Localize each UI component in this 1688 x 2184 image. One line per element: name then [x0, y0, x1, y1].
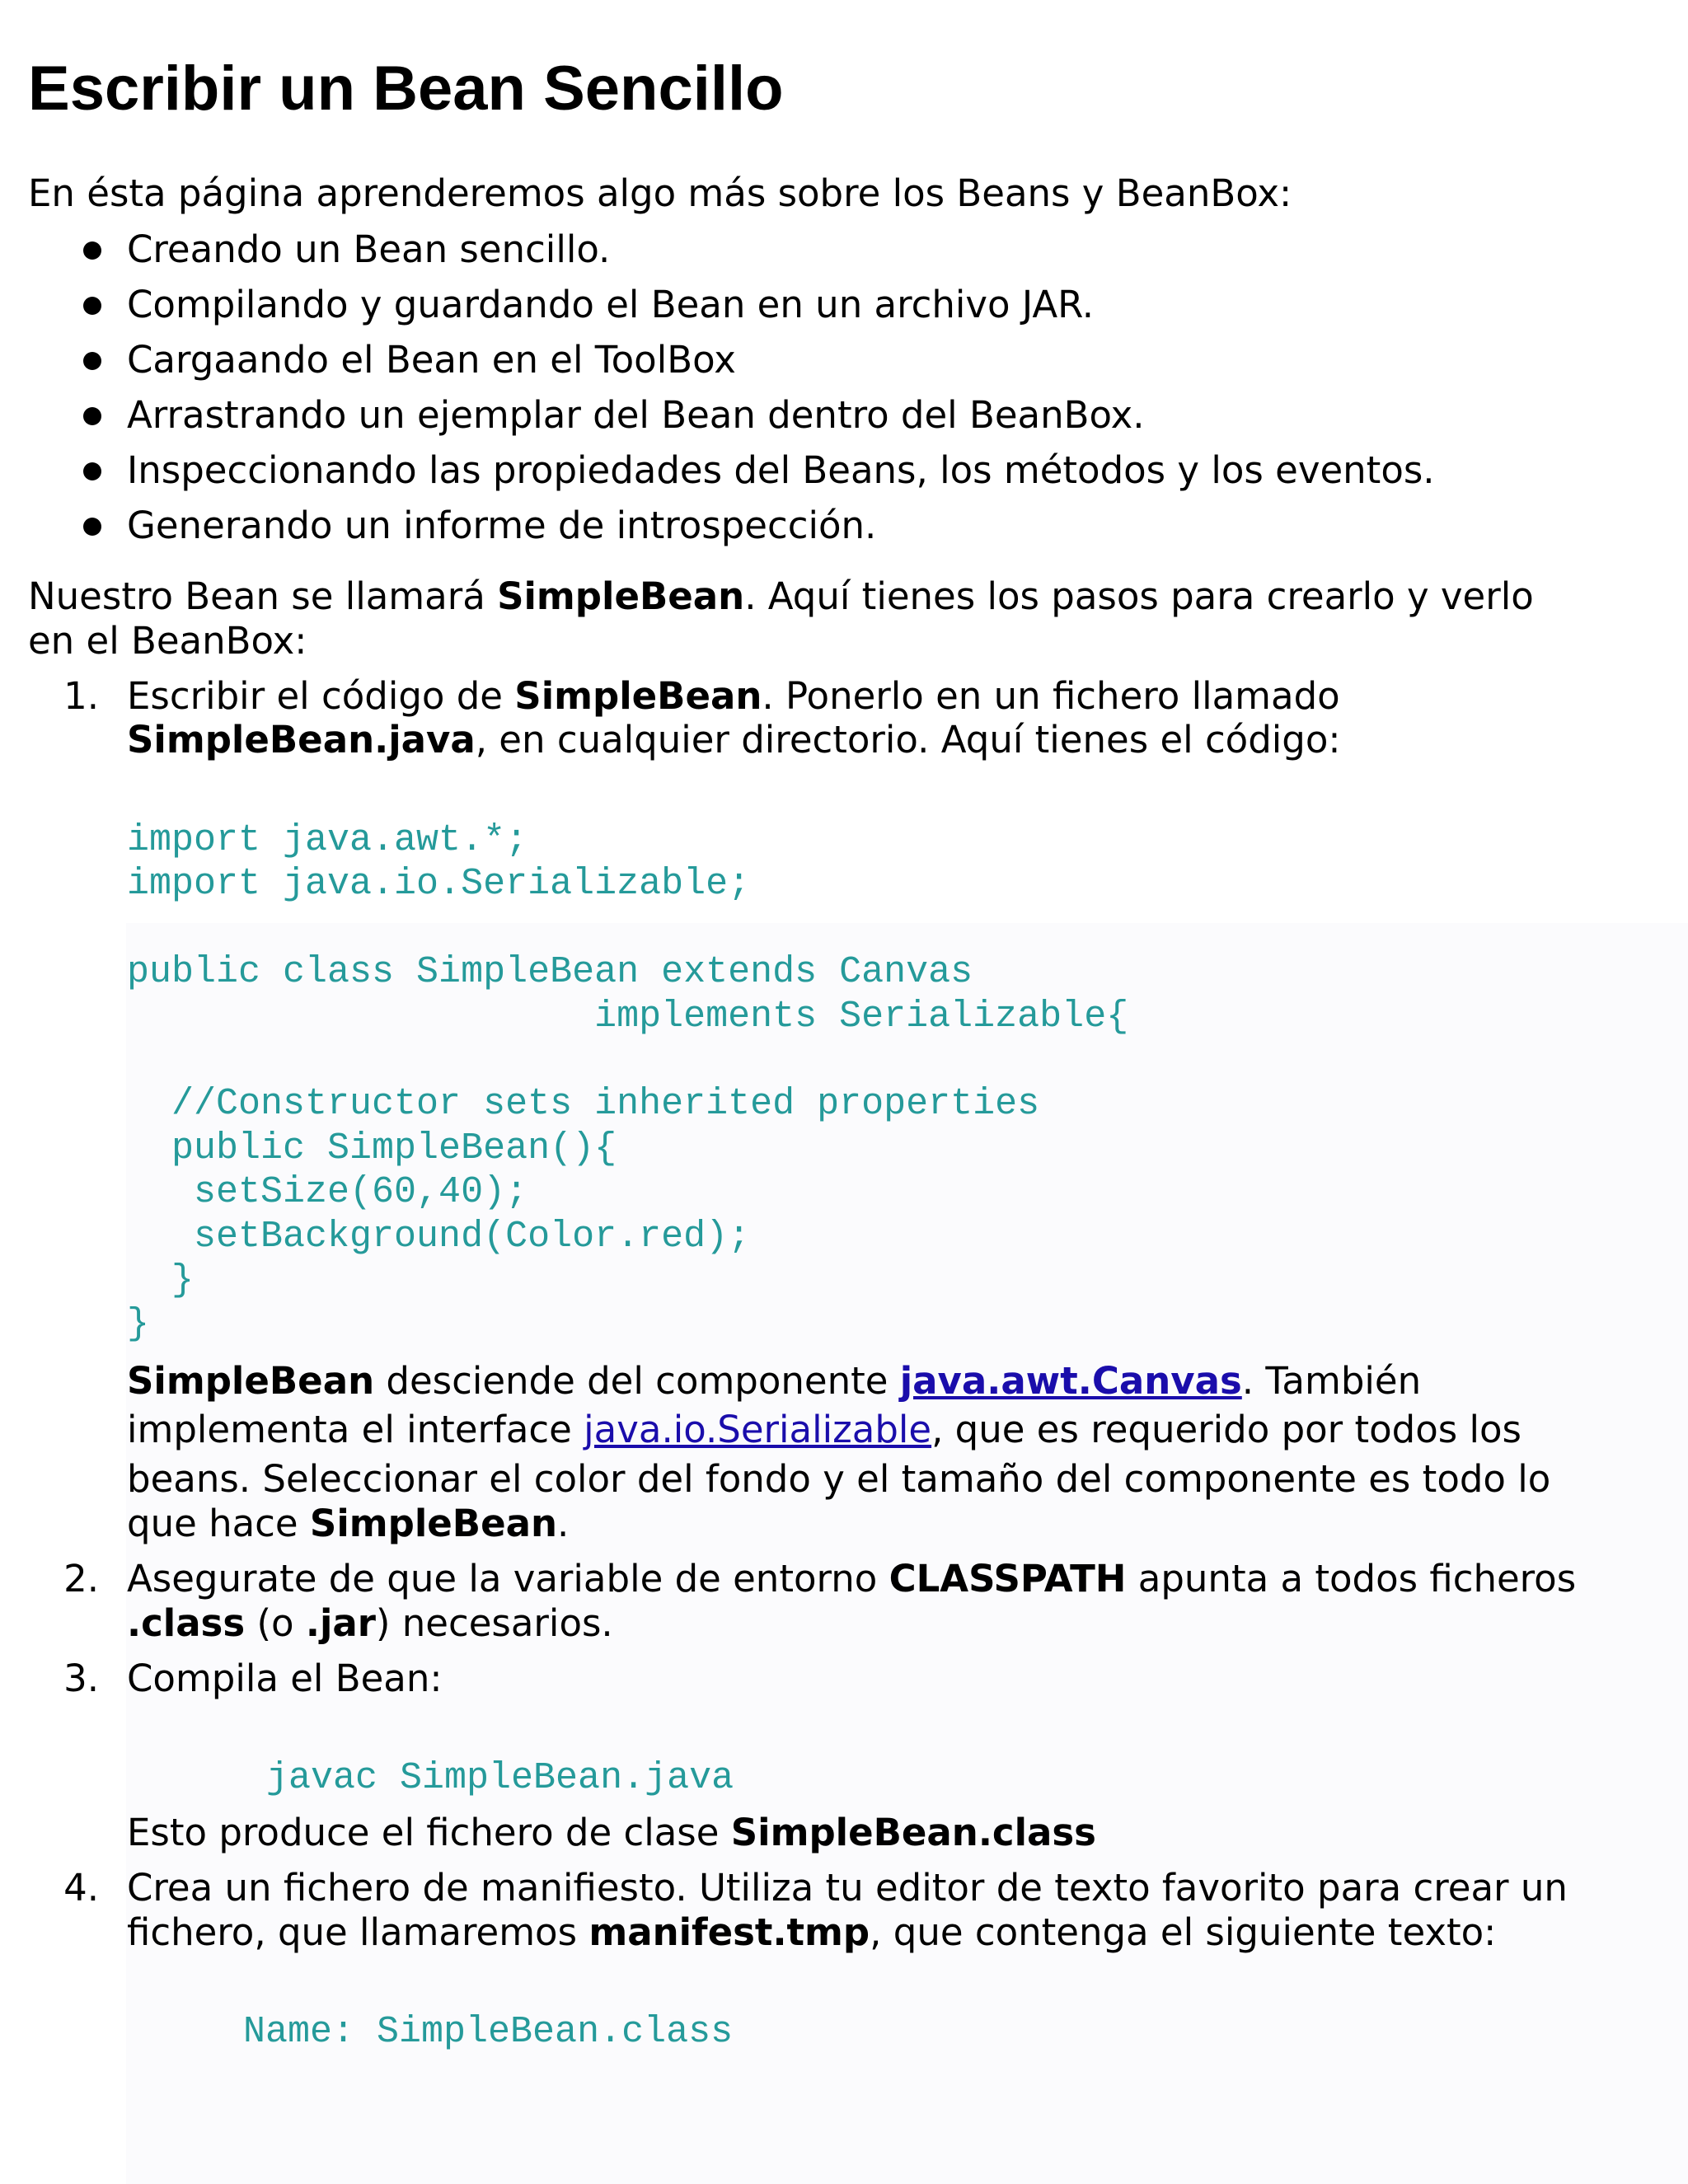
step-2-line-1 — [127, 1557, 1576, 1601]
topic-item: Creando un Bean sencillo. — [127, 227, 611, 271]
bean-intro-pre: Nuestro Bean se llamará — [28, 574, 498, 618]
bean-intro-post: . Aquí tienes los pasos para crearlo y verlo — [744, 574, 1534, 618]
step-1-desc-line-2 — [127, 1408, 1522, 1452]
step-2-text: Asegurate de que la variable de entorno — [127, 1557, 889, 1601]
bullet-icon — [83, 297, 101, 315]
step-1-desc-line-3: beans. Seleccionar el color del fondo y el tamaño del componente es todo lo — [127, 1457, 1551, 1501]
step-3-classfile: SimpleBean.class — [730, 1811, 1096, 1854]
step-1-line-1 — [127, 674, 1340, 719]
bean-intro-line-2: en el BeanBox: — [28, 619, 307, 663]
step-2-text-mid: (o — [245, 1601, 306, 1645]
step-3-text: Esto produce el fichero de clase — [127, 1811, 731, 1854]
link-java-io-serializable[interactable]: java.io.Serializable — [584, 1408, 932, 1451]
bullet-icon — [83, 518, 101, 536]
step-number: 2. — [63, 1557, 99, 1601]
desc-bold: SimpleBean — [127, 1359, 375, 1403]
step-2-text-post: apunta a todos ficheros — [1126, 1557, 1577, 1601]
step-3-line-1: Compila el Bean: — [127, 1657, 443, 1700]
step-1-desc-line-1 — [127, 1359, 1421, 1404]
desc-text: implementa el interface — [127, 1408, 584, 1451]
step-1-text-2: , en cualquier directorio. Aquí tienes el código: — [475, 718, 1341, 762]
step-4-text: fichero, que llamaremos — [127, 1910, 589, 1954]
link-java-awt-canvas[interactable]: java.awt.Canvas — [899, 1359, 1242, 1403]
step-3-result — [127, 1811, 1096, 1855]
step-2-bold: CLASSPATH — [889, 1557, 1127, 1601]
step-1-text: Escribir el código de — [127, 674, 515, 718]
bullet-icon — [83, 407, 101, 425]
step-2-line-2 — [127, 1601, 613, 1646]
code-block-javac: javac SimpleBean.java — [266, 1757, 734, 1799]
bean-intro-line-1 — [28, 574, 1534, 619]
step-1-bold: SimpleBean — [514, 674, 762, 718]
bean-name: SimpleBean — [497, 574, 745, 618]
desc-text: desciende del componente — [374, 1359, 900, 1403]
bullet-icon — [83, 241, 101, 260]
desc-text: , que es requerido por todos los — [931, 1408, 1522, 1451]
code-block-manifest: Name: SimpleBean.class — [243, 2011, 734, 2053]
step-4-line-1: Crea un fichero de manifiesto. Utiliza tu editor de texto favorito para crear un — [127, 1866, 1568, 1910]
topic-item: Generando un informe de introspección. — [127, 504, 877, 547]
step-number: 3. — [63, 1657, 99, 1700]
desc-text: que hace — [127, 1502, 310, 1545]
step-2-class: .class — [127, 1601, 246, 1645]
topic-item: Cargaando el Bean en el ToolBox — [127, 338, 736, 382]
bullet-icon — [83, 352, 101, 370]
step-1-line-2 — [127, 718, 1341, 762]
page-title: Escribir un Bean Sencillo — [28, 54, 784, 124]
step-4-text-post: , que contenga el siguiente texto: — [870, 1910, 1497, 1954]
intro-paragraph: En ésta página aprenderemos algo más sobre los Beans y BeanBox: — [28, 171, 1292, 215]
bullet-icon — [83, 462, 101, 480]
desc-text: . — [557, 1502, 570, 1545]
desc-bold: SimpleBean — [309, 1502, 558, 1545]
topic-item: Compilando y guardando el Bean en un archivo JAR. — [127, 283, 1095, 326]
step-4-manifest: manifest.tmp — [588, 1910, 870, 1954]
step-number: 1. — [63, 674, 99, 718]
step-1-text-post: . Ponerlo en un fichero llamado — [762, 674, 1340, 718]
topic-item: Arrastrando un ejemplar del Bean dentro del BeanBox. — [127, 393, 1145, 437]
step-number: 4. — [63, 1866, 99, 1910]
step-1-desc-line-4 — [127, 1502, 569, 1546]
step-1-filename: SimpleBean.java — [127, 718, 476, 762]
step-2-text-end: ) necesarios. — [375, 1601, 613, 1645]
code-block-simplebean: import java.awt.*; import java.io.Serializable; public class SimpleBean extends Canvas implements Serializable{ //Constructor sets inherited properties public SimpleBean(){ setSize(60,40); setBackground(Color.red); } } — [127, 819, 1129, 1346]
desc-text: . También — [1241, 1359, 1422, 1403]
topic-item: Inspeccionando las propiedades del Beans, los métodos y los eventos. — [127, 448, 1435, 492]
step-4-line-2 — [127, 1910, 1496, 1955]
step-2-jar: .jar — [305, 1601, 376, 1645]
